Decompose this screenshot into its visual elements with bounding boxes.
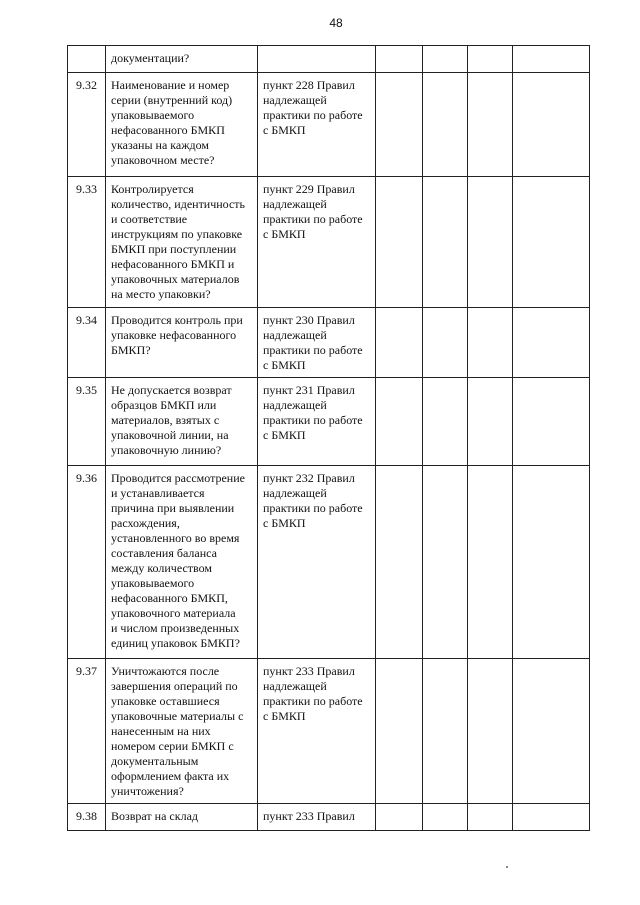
legal-reference-cell: пункт 231 Правил надлежащей практики по работе с БМКП [258,378,376,466]
answer-yes-cell[interactable] [376,804,423,831]
requirement-question-cell: документации? [106,46,258,73]
answer-yes-cell[interactable] [376,378,423,466]
answer-no-cell[interactable] [423,466,468,659]
table-row [68,466,590,659]
legal-reference-cell: пункт 229 Правил надлежащей практики по работе с БМКП [258,177,376,308]
table-row [68,73,590,177]
answer-yes-cell[interactable] [376,659,423,804]
answer-not-applicable-cell[interactable] [468,73,513,177]
requirement-question-cell: Проводится рассмотрение и устанавливается причина при выявлении расхождения, установленного во время составления баланса между количеством упаковываемого нефасованного БМКП, упаковочного материала и числом произведенных единиц упаковок БМКП? [106,466,258,659]
legal-reference-cell: пункт 232 Правил надлежащей практики по работе с БМКП [258,466,376,659]
page-number: 48 [329,16,343,30]
requirement-question-cell: Уничтожаются после завершения операций по упаковке оставшиеся упаковочные материалы с нанесенным на них номером серии БМКП с документальным оформлением факта их уничтожения? [106,659,258,804]
legal-reference-cell [258,46,376,73]
requirement-question-cell: Возврат на склад [106,804,258,831]
answer-no-cell[interactable] [423,46,468,73]
remarks-cell[interactable] [513,804,590,831]
table-row [68,378,590,466]
answer-yes-cell[interactable] [376,466,423,659]
remarks-cell[interactable] [513,659,590,804]
answer-not-applicable-cell[interactable] [468,46,513,73]
answer-no-cell[interactable] [423,378,468,466]
answer-no-cell[interactable] [423,177,468,308]
item-number-cell [68,46,106,73]
answer-no-cell[interactable] [423,308,468,378]
legal-reference-cell: пункт 230 Правил надлежащей практики по работе с БМКП [258,308,376,378]
answer-not-applicable-cell[interactable] [468,466,513,659]
table-row [68,659,590,804]
answer-no-cell[interactable] [423,804,468,831]
remarks-cell[interactable] [513,46,590,73]
table-row [68,46,590,73]
answer-not-applicable-cell[interactable] [468,659,513,804]
answer-yes-cell[interactable] [376,46,423,73]
requirement-question-cell: Наименование и номер серии (внутренний код) упаковываемого нефасованного БМКП указаны на каждом упаковочном месте? [106,73,258,177]
requirement-question-cell: Контролируется количество, идентичность и соответствие инструкциям по упаковке БМКП при поступлении нефасованного БМКП и упаковочных материалов на место упаковки? [106,177,258,308]
answer-no-cell[interactable] [423,659,468,804]
answer-yes-cell[interactable] [376,177,423,308]
legal-reference-cell: пункт 233 Правил надлежащей практики по работе с БМКП [258,659,376,804]
answer-yes-cell[interactable] [376,73,423,177]
remarks-cell[interactable] [513,177,590,308]
item-number-cell: 9.34 [68,308,106,378]
answer-not-applicable-cell[interactable] [468,177,513,308]
item-number-cell: 9.35 [68,378,106,466]
item-number-cell: 9.37 [68,659,106,804]
item-number-cell: 9.38 [68,804,106,831]
requirement-question-cell: Не допускается возврат образцов БМКП или материалов, взятых с упаковочной линии, на упаковочную линию? [106,378,258,466]
requirement-question-cell: Проводится контроль при упаковке нефасованного БМКП? [106,308,258,378]
answer-yes-cell[interactable] [376,308,423,378]
item-number-cell: 9.36 [68,466,106,659]
requirements-checklist-table [67,45,590,831]
answer-not-applicable-cell[interactable] [468,804,513,831]
table-row [68,804,590,831]
item-number-cell: 9.33 [68,177,106,308]
scan-speck [506,866,508,868]
remarks-cell[interactable] [513,73,590,177]
remarks-cell[interactable] [513,466,590,659]
remarks-cell[interactable] [513,378,590,466]
item-number-cell: 9.32 [68,73,106,177]
table-row [68,177,590,308]
answer-not-applicable-cell[interactable] [468,378,513,466]
answer-not-applicable-cell[interactable] [468,308,513,378]
table-row [68,308,590,378]
legal-reference-cell: пункт 228 Правил надлежащей практики по работе с БМКП [258,73,376,177]
legal-reference-cell: пункт 233 Правил [258,804,376,831]
answer-no-cell[interactable] [423,73,468,177]
remarks-cell[interactable] [513,308,590,378]
